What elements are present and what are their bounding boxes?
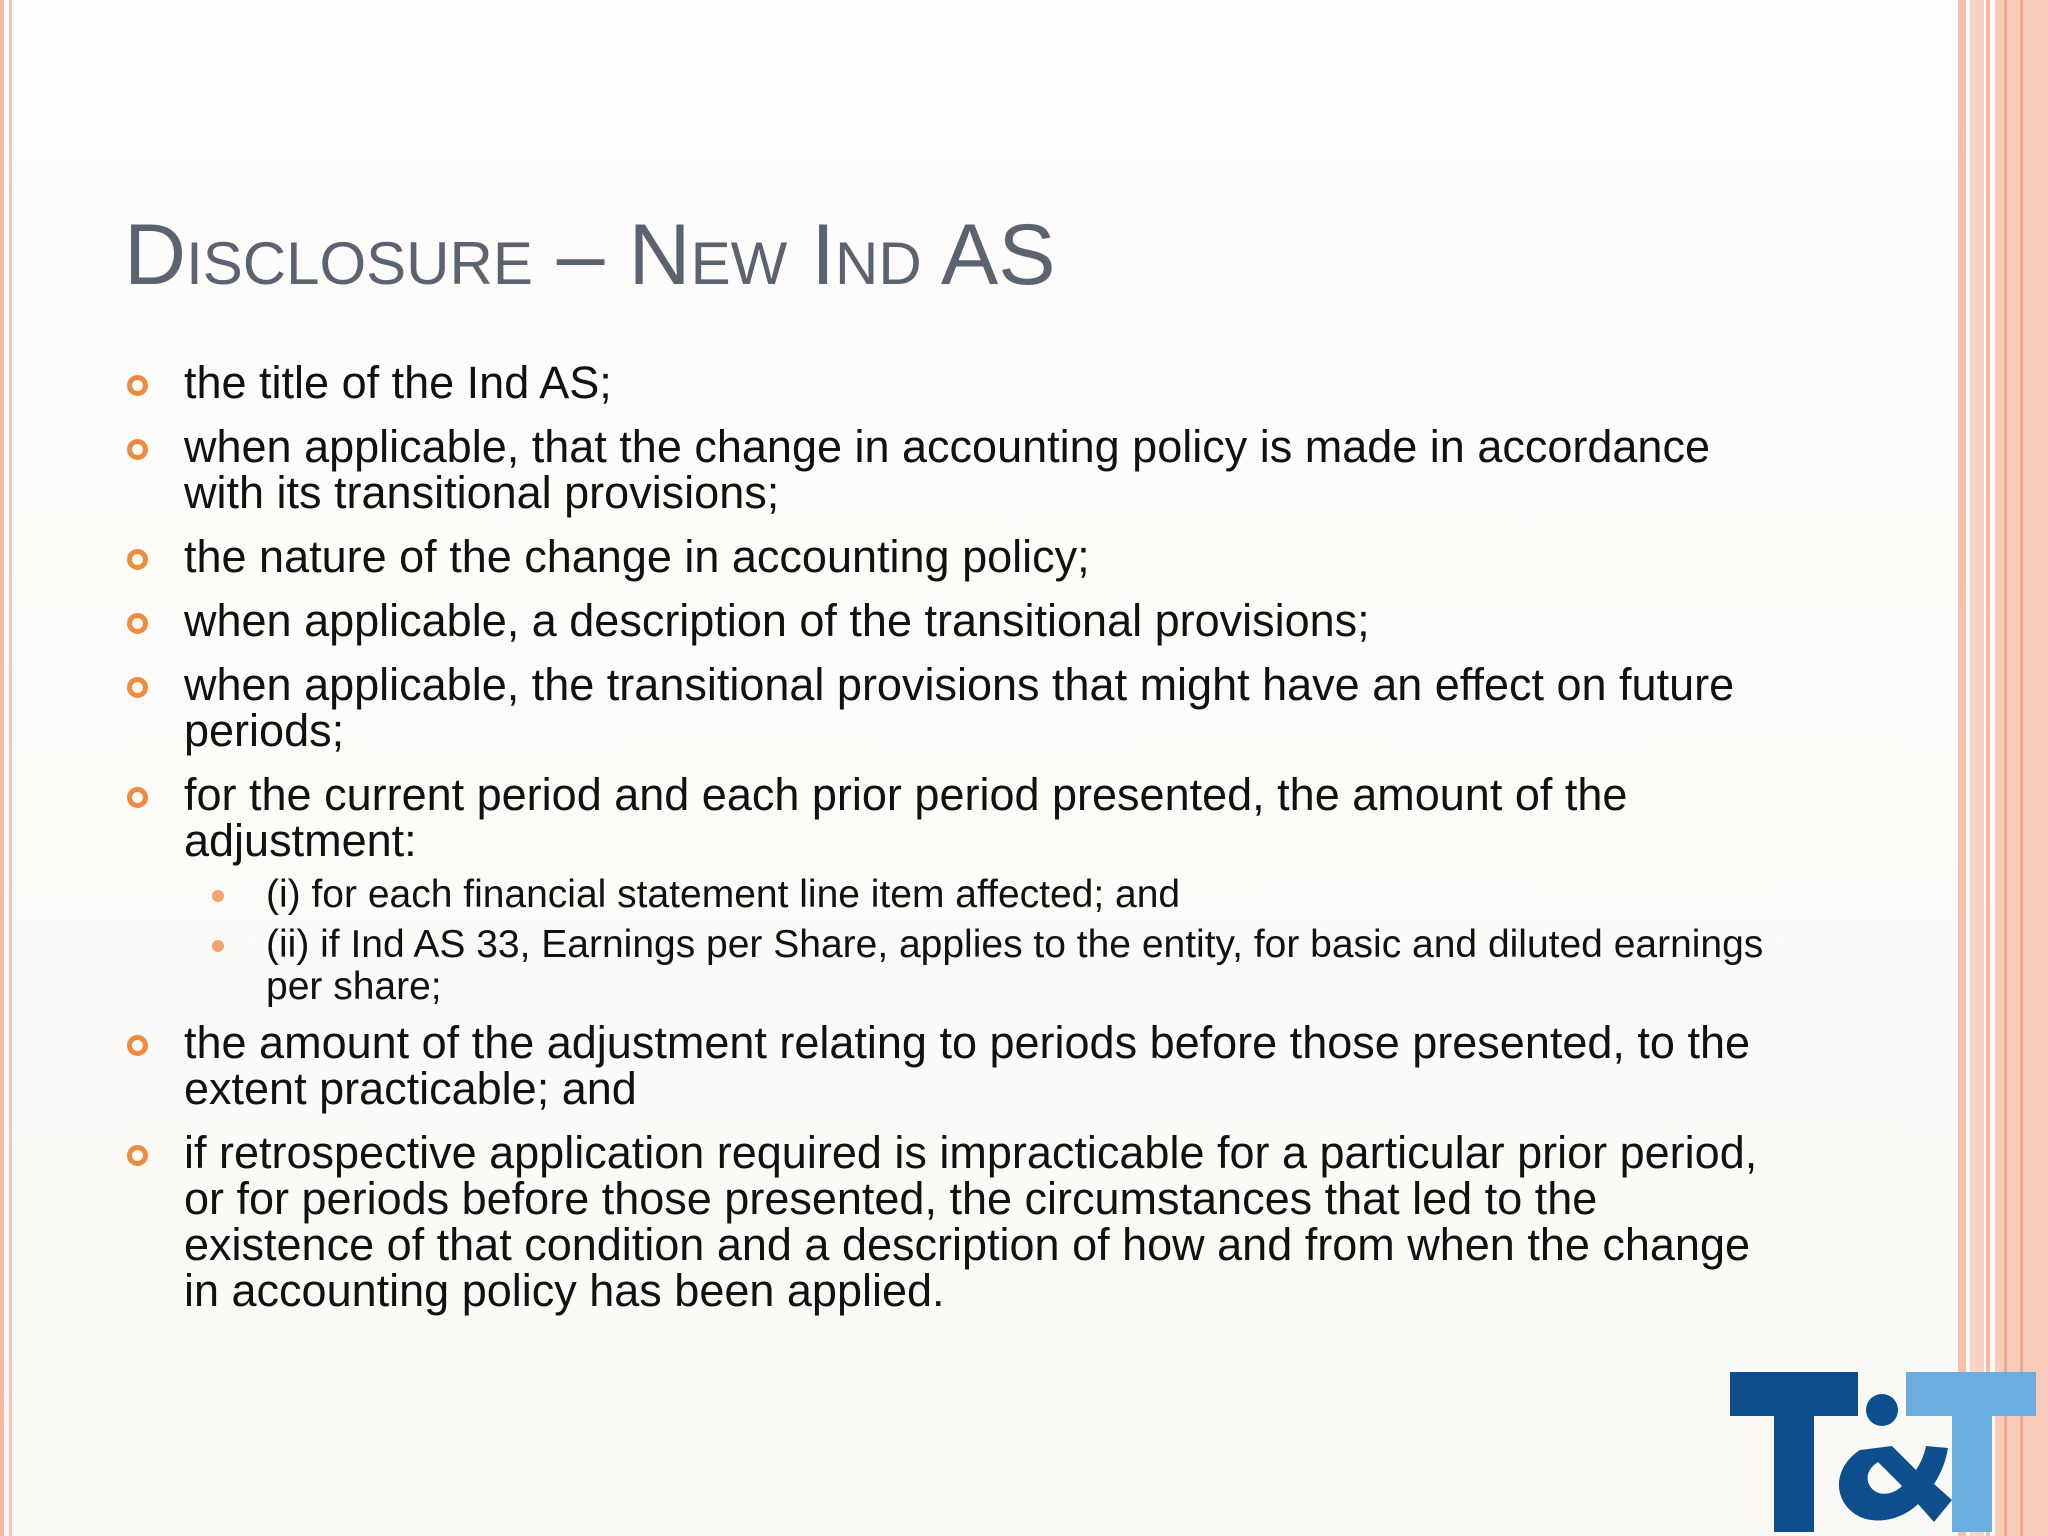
ring-bullet-icon <box>127 439 148 460</box>
sub-list-item <box>124 924 1764 1008</box>
list-item <box>124 769 1764 1008</box>
list-item-text: the title of the Ind AS; <box>184 357 612 408</box>
list-item <box>124 595 1764 646</box>
right-border-stripe <box>1970 0 1984 1536</box>
sub-list-item-text: (i) for each financial statement line item affected; and <box>266 873 1181 916</box>
right-border-stripe <box>2004 0 2007 1536</box>
ring-bullet-icon <box>127 677 148 698</box>
list-item-text: when applicable, that the change in accounting policy is made in accordance with its transitional provisions; <box>184 421 1710 518</box>
list-item <box>124 421 1764 518</box>
ring-bullet-icon <box>127 613 148 634</box>
list-item <box>124 531 1764 582</box>
left-border-stripe <box>9 0 12 1536</box>
ring-bullet-icon <box>127 549 148 570</box>
list-item <box>124 357 1764 408</box>
sub-list-item <box>124 874 1764 916</box>
list-item <box>124 1127 1764 1316</box>
dot-bullet-icon <box>212 890 224 902</box>
list-item <box>124 1017 1764 1114</box>
sub-bullet-list <box>184 874 1764 1008</box>
right-border-stripe <box>1958 0 1966 1536</box>
left-border-stripe <box>0 0 4 1536</box>
list-item <box>124 659 1764 756</box>
ring-bullet-icon <box>127 787 148 808</box>
list-item-text: the amount of the adjustment relating to periods before those presented, to the extent practicable; and <box>184 1017 1751 1114</box>
ring-bullet-icon <box>127 1035 148 1056</box>
ring-bullet-icon <box>127 1145 148 1166</box>
list-item-text: when applicable, the transitional provisions that might have an effect on future periods; <box>184 659 1735 756</box>
sub-list-item-text: (ii) if Ind AS 33, Earnings per Share, applies to the entity, for basic and diluted earnings per share; <box>266 923 1764 1008</box>
list-item-text: if retrospective application required is impracticable for a particular prior period, or for periods before those presented, the circumstances that led to the existence of that condition and a description of how and from when the change in accounting policy has been applied. <box>184 1127 1758 1316</box>
company-logo <box>1730 1372 2036 1532</box>
dot-bullet-icon <box>212 940 224 952</box>
right-border-stripe <box>1986 0 1990 1536</box>
ring-bullet-icon <box>127 375 148 396</box>
list-item-text: for the current period and each prior period presented, the amount of the adjustment: <box>184 769 1628 866</box>
list-item-text: the nature of the change in accounting policy; <box>184 531 1090 582</box>
bullet-list <box>124 357 1764 1332</box>
slide-title: Disclosure – New Ind AS <box>124 207 1056 303</box>
right-border-stripe <box>2020 0 2023 1536</box>
list-item-text: when applicable, a description of the transitional provisions; <box>184 595 1370 646</box>
